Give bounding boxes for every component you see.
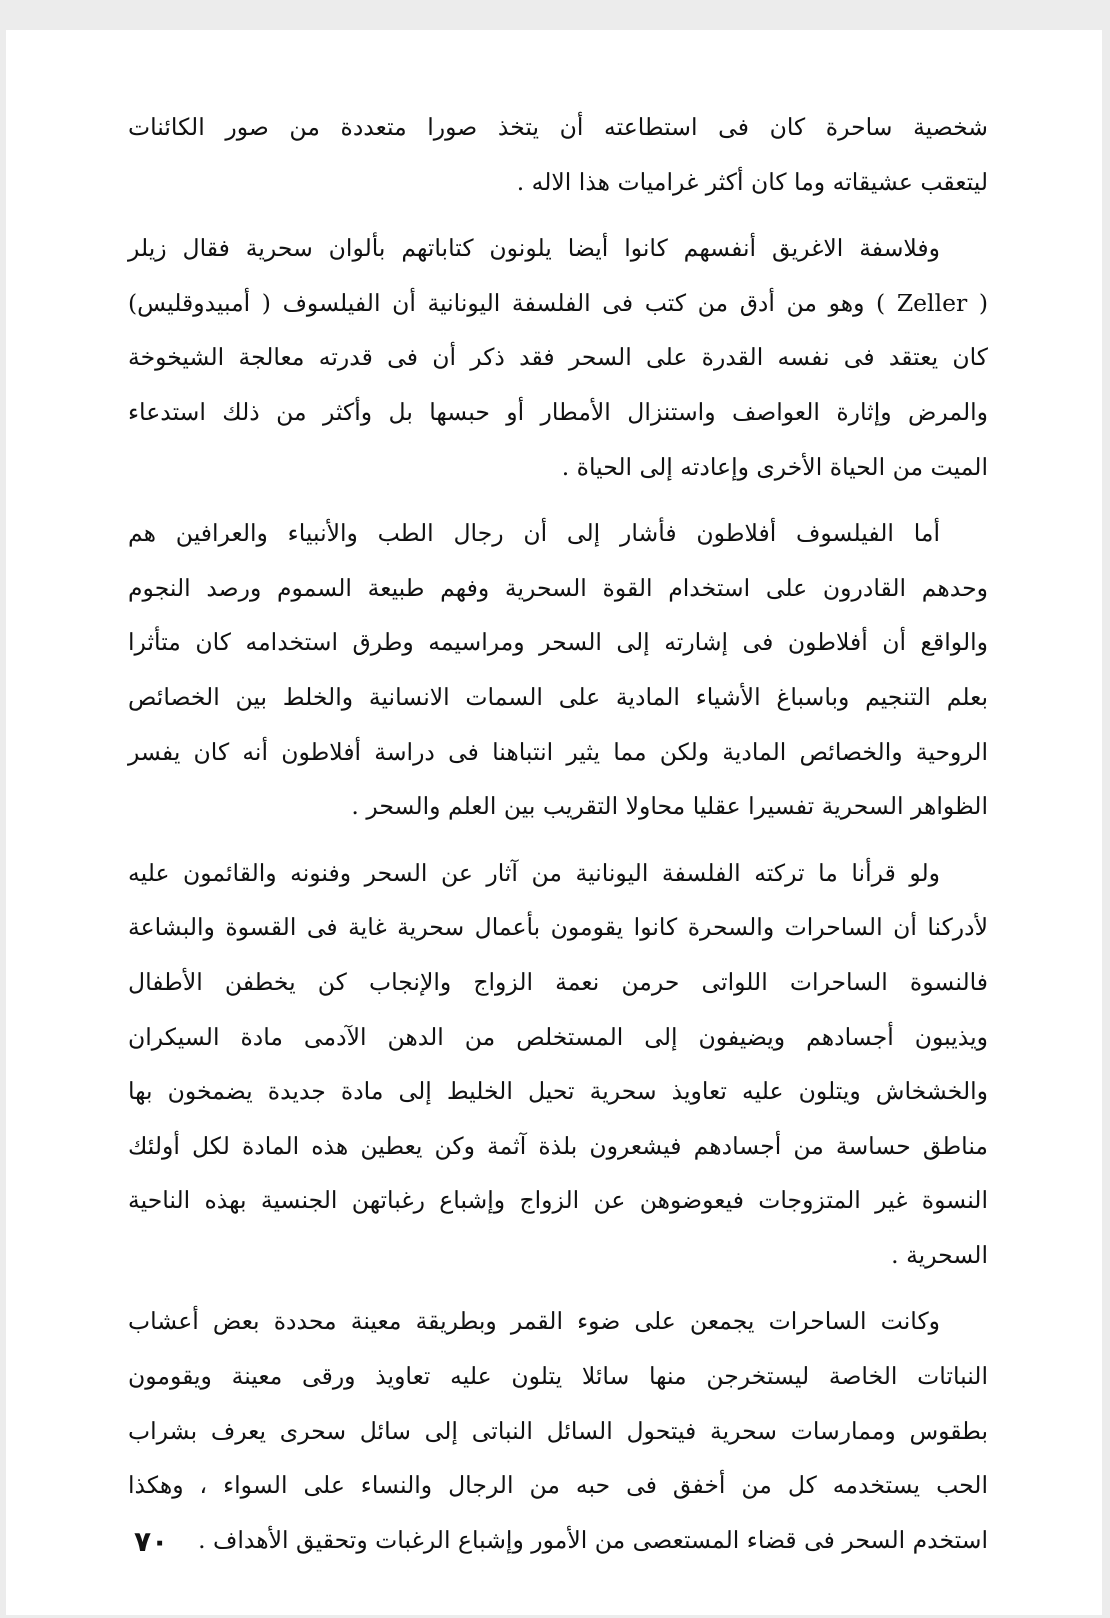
text-line: أما الفيلسوف أفلاطون فأشار إلى أن رجال الطب والأنبياء والعرافين هم	[128, 519, 940, 548]
text-line: السحرية .	[891, 1240, 988, 1269]
text-line: استخدم السحر فى قضاء المستعصى من الأمور وإشباع الرغبات وتحقيق الأهداف .	[198, 1525, 988, 1554]
text-line: ليتعقب عشيقاته وما كان أكثر غراميات هذا الاله .	[516, 167, 988, 196]
text-line: والواقع أن أفلاطون فى إشارته إلى السحر ومراسيمه وطرق استخدامه كان متأثرا	[128, 628, 988, 657]
text-line: الحب يستخدمه كل من أخفق فى حبه من الرجال والنساء على السواء ، وهكذا	[128, 1471, 988, 1500]
text-line: الميت من الحياة الأخرى وإعادته إلى الحياة .	[561, 452, 988, 481]
paragraph-2	[128, 221, 988, 494]
document-page	[6, 30, 1102, 1615]
text-line: لأدركنا أن الساحرات والسحرة كانوا يقومون بأعمال سحرية غاية فى القسوة والبشاعة	[128, 913, 988, 942]
text-line: بعلم التنجيم وباسباغ الأشياء المادية على السمات الانسانية والخلط بين الخصائص	[128, 682, 988, 711]
paragraph-4	[128, 846, 988, 1283]
text-line: والمرض وإثارة العواصف واستنزال الأمطار أو حبسها بل وأكثر من ذلك استدعاء	[128, 397, 988, 426]
text-line: بطقوس وممارسات سحرية فيتحول السائل النباتى إلى سائل سحرى يعرف بشراب	[128, 1416, 988, 1445]
text-line: شخصية ساحرة كان فى استطاعته أن يتخذ صورا متعددة من صور الكائنات	[128, 113, 988, 141]
text-line: النباتات الخاصة ليستخرجن منها سائلا يتلون عليه تعاويذ ورقى معينة ويقومون	[128, 1362, 988, 1391]
text-line: فالنسوة الساحرات اللواتى حرمن نعمة الزواج والإنجاب كن يخطفن الأطفال	[128, 967, 988, 996]
text-line: الظواهر السحرية تفسيرا عقليا محاولا التقريب بين العلم والسحر .	[351, 792, 988, 821]
paragraph-3	[128, 506, 988, 834]
page-number: ٧٠	[134, 1525, 169, 1558]
text-line: الروحية والخصائص المادية ولكن مما يثير انتباهنا فى دراسة أفلاطون أنه كان يفسر	[128, 737, 988, 766]
text-line: ( Zeller ) وهو من أدق من كتب فى الفلسفة اليونانية أن الفيلسوف ( أمبيدوقليس)	[128, 288, 988, 317]
text-line: ولو قرأنا ما تركته الفلسفة اليونانية من آثار عن السحر وفنونه والقائمون عليه	[128, 858, 940, 887]
text-line: وحدهم القادرون على استخدام القوة السحرية وفهم طبيعة السموم ورصد النجوم	[128, 573, 988, 602]
text-line: مناطق حساسة من أجسادهم فيشعرون بلذة آثمة وكن يعطين هذه المادة لكل أولئك	[128, 1131, 988, 1160]
text-line: وكانت الساحرات يجمعن على ضوء القمر وبطريقة معينة محددة بعض أعشاب	[128, 1307, 940, 1336]
paragraph-5	[128, 1294, 988, 1567]
body-text	[128, 100, 988, 1579]
text-line: كان يعتقد فى نفسه القدرة على السحر فقد ذكر أن فى قدرته معالجة الشيخوخة	[128, 343, 988, 372]
paragraph-1	[128, 100, 988, 209]
text-line: النسوة غير المتزوجات فيعوضوهن عن الزواج وإشباع رغباتهن الجنسية بهذه الناحية	[128, 1186, 988, 1215]
text-line: وفلاسفة الاغريق أنفسهم كانوا أيضا يلونون كتاباتهم بألوان سحرية فقال زيلر	[128, 234, 940, 263]
text-line: ويذيبون أجسادهم ويضيفون إلى المستخلص من الدهن الآدمى مادة السيكران	[128, 1022, 988, 1051]
text-line: والخشخاش ويتلون عليه تعاويذ سحرية تحيل الخليط إلى مادة جديدة يضمخون بها	[128, 1077, 988, 1106]
